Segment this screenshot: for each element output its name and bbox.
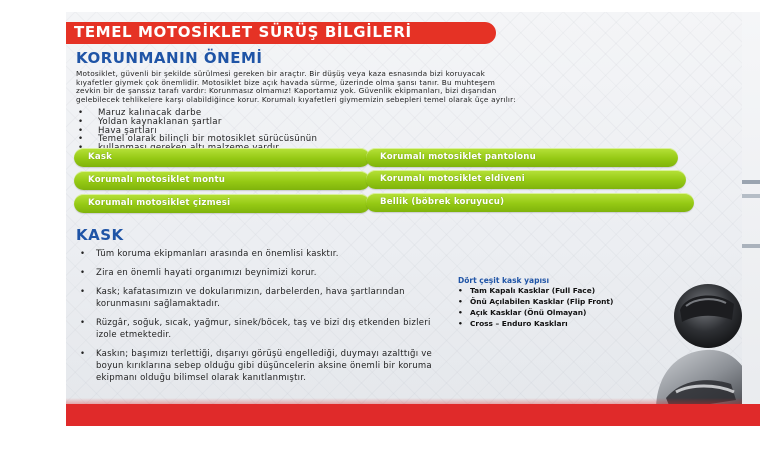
list-item: • Zira en önemli hayati organımızı beynimizi korur. (76, 267, 446, 279)
list-item: • Tüm koruma ekipmanları arasında en önemlisi kasktır. (76, 248, 446, 260)
helmet-types-list (456, 285, 613, 329)
page-title: TEMEL MOTOSİKLET SÜRÜŞ BİLGİLERİ (74, 23, 412, 41)
section-heading-kask: KASK (76, 226, 124, 244)
equipment-pill-bellik (366, 193, 694, 212)
reasons-list (76, 109, 317, 153)
section-heading-korunma: KORUNMANIN ÖNEMİ (76, 49, 263, 67)
rider-illustration (636, 280, 742, 410)
edge-line (742, 194, 760, 198)
list-item: • Açık Kasklar (Önü Olmayan) (456, 307, 613, 318)
list-item: • Cross – Enduro Kaskları (456, 318, 613, 329)
equipment-label: Korumalı motosiklet eldiveni (380, 174, 525, 184)
page-footer-bar (66, 404, 742, 426)
equipment-label: Kask (88, 152, 113, 162)
list-item: • Tam Kapalı Kasklar (Full Face) (456, 285, 613, 296)
paragraph-line: Motosiklet, güvenli bir şekilde sürülmesi gereken bir araçtır. Bir düşüş veya kaza esnasında bizi koruyacak (76, 69, 485, 78)
list-item: • Kaskın; başımızı terlettiği, dışarıyı görüşü engellediği, duymayı azalttığı ve boyun kırıklarına sebep olduğu gibi düşüncelerin aksine önemli bir koruma ekipmanı olduğu bilimsel olarak kanıtlanmıştır. (76, 348, 446, 384)
list-item: • Maruz kalınacak darbe (76, 109, 317, 118)
list-item: • Önü Açılabilen Kasklar (Flip Front) (456, 296, 613, 307)
intro-paragraph (76, 70, 726, 104)
helmet-info-list (76, 248, 446, 391)
list-item: • Yoldan kaynaklanan şartlar (76, 118, 317, 127)
paragraph-line: kıyafetler giymek çok önemlidir. Motosiklet bize açık havada sürme, üzerinde olma şansı tanır. Bu muhteşem (76, 77, 496, 87)
equipment-pill-pantolon (366, 148, 678, 167)
next-page-edge (742, 12, 760, 426)
equipment-pill-mont (74, 171, 370, 190)
equipment-pill-kask (74, 148, 370, 167)
edge-line (742, 244, 760, 248)
equipment-label: Bellik (böbrek koruyucu) (380, 197, 505, 207)
list-item: • Hava şartları (76, 127, 317, 136)
title-banner (66, 22, 496, 44)
equipment-label: Korumalı motosiklet pantolonu (380, 152, 536, 162)
list-item: • Temel olarak bilinçli bir motosiklet sürücüsünün (76, 135, 317, 144)
document-page (66, 12, 742, 426)
equipment-label: Korumalı motosiklet çizmesi (88, 198, 231, 208)
equipment-pill-eldiven (366, 170, 686, 189)
paragraph-line: zevkin bir de şanssız tarafı vardır: Korunmasız olmamız! Kaportamız yok. Güvenlik ekipmanları, bizi dışarıdan (76, 86, 497, 95)
equipment-label: Korumalı motosiklet montu (88, 175, 226, 185)
edge-line (742, 180, 760, 184)
paragraph-line: gelebilecek tehlikelere karşı olabildiğince korur. Korumalı kıyafetleri giymemizin sebepleri temel olarak üçe ayrılır: (76, 94, 516, 104)
helmet-types-title: Dört çeşit kask yapısı (458, 276, 550, 285)
list-item: • Kask; kafatasımızın ve dokularımızın, darbelerden, hava şartlarından korunmasını sağlamaktadır. (76, 286, 446, 310)
equipment-pill-cizme (74, 194, 370, 213)
list-item: • Rüzgâr, soğuk, sıcak, yağmur, sinek/böcek, taş ve bizi dış etkenden bizleri izole etmektedir. (76, 317, 446, 341)
edge-footer (742, 404, 760, 426)
